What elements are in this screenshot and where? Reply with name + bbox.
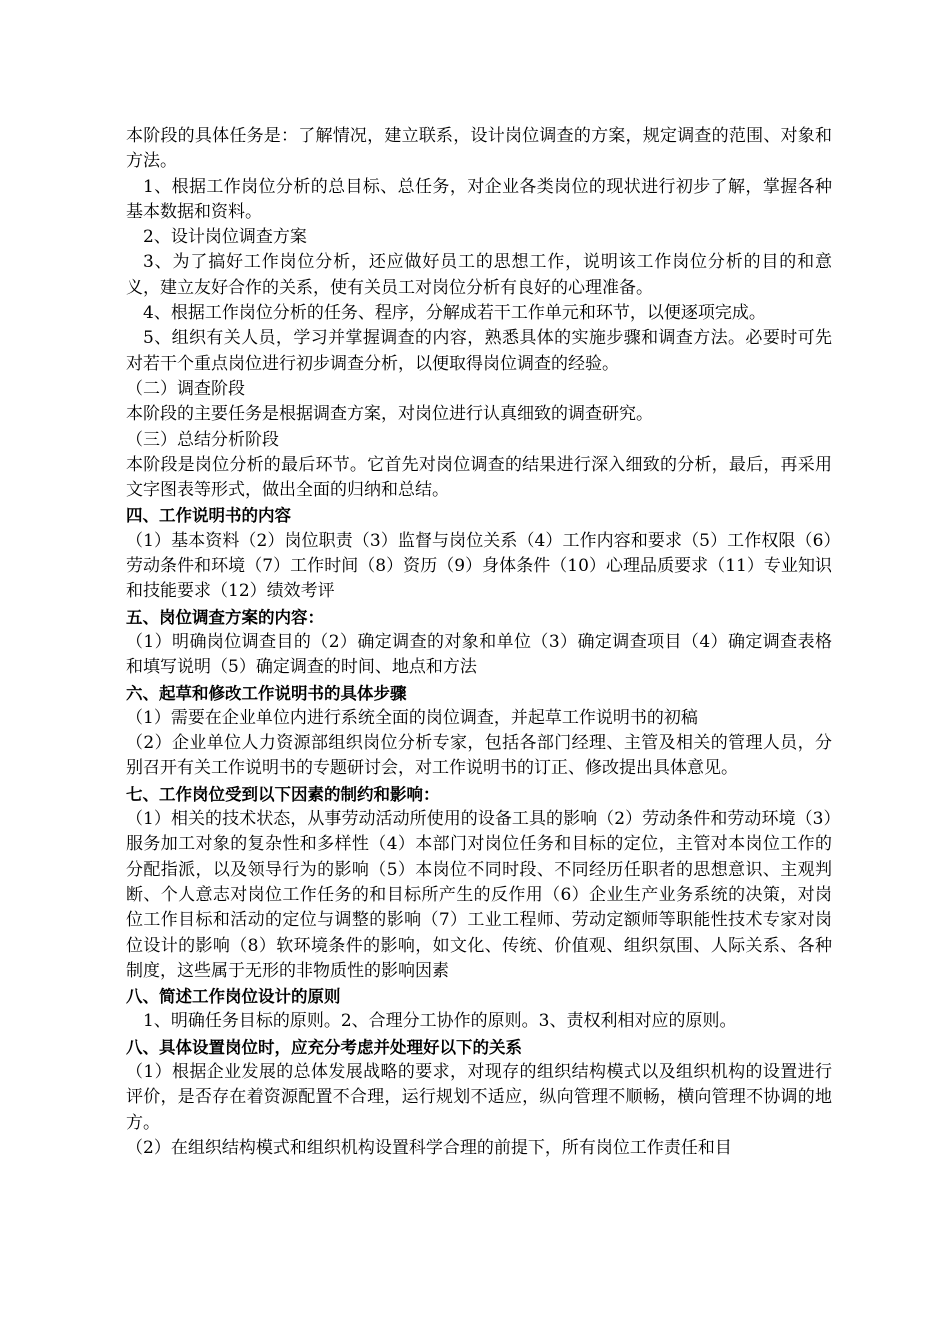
body-paragraph: （1）明确岗位调查目的（2）确定调查的对象和单位（3）确定调查项目（4）确定调查表格和填写说明（5）确定调查的时间、地点和方法 [126,631,832,678]
section-heading-5: 五、岗位调查方案的内容： [126,607,324,627]
body-paragraph: （2）在组织结构模式和组织机构设置科学合理的前提下，所有岗位工作责任和目 [126,1137,732,1158]
principles-paragraph: 1、明确任务目标的原则。2、合理分工协作的原则。3、责权利相对应的原则。 [143,1011,737,1032]
section-heading-4: 四、工作说明书的内容 [126,506,291,526]
section-heading-8a: 八、简述工作岗位设计的原则 [126,987,341,1007]
section-heading-6: 六、起草和修改工作说明书的具体步骤 [126,683,407,703]
step-3-paragraph: 3、为了搞好工作岗位分析，还应做好员工的思想工作，说明该工作岗位分析的目的和意义，建立友好合作的关系，使有关员工对岗位分析有良好的心理准备。 [126,252,832,298]
section-heading-8b: 八、具体设置岗位时，应充分考虑并处理好以下的关系 [126,1037,522,1057]
body-paragraph: 本阶段的主要任务是根据调查方案，对岗位进行认真细致的调查研究。 [126,404,653,425]
body-paragraph: （1）相关的技术状态，从事劳动活动所使用的设备工具的影响（2）劳动条件和劳动环境（3）服务加工对象的复杂性和多样性（4）本部门对岗位任务和目标的定位，主管对本岗位工作的分配指派，以及领导行为的影响（5）本岗位不同时段、不同经历任职者的思想意识、主观判断、个人意志对岗位工作任务的和目标所产生的反作用（6）企业生产业务系统的决策，对岗位工作目标和活动的定位与调整的影响（7）工业工程师、劳动定额师等职能性技术专家对岗位设计的影响（8）软环境条件的影响，如文化、传统、价值观、组织氛围、人际关系、各种制度，这些属于无形的非物质性的影响因素 [126,809,832,981]
step-5-paragraph: 5、组织有关人员，学习并掌握调查的内容，熟悉具体的实施步骤和调查方法。必要时可先对若干个重点岗位进行初步调查分析，以便取得岗位调查的经验。 [126,328,832,374]
step-2-paragraph: 2、设计岗位调查方案 [143,227,307,248]
subsection-title-summary: （三）总结分析阶段 [126,429,279,450]
document-page [126,124,832,1161]
body-paragraph: 本阶段是岗位分析的最后环节。它首先对岗位调查的结果进行深入细致的分析，最后，再采用文字图表等形式，做出全面的归纳和总结。 [126,454,832,501]
step-4-paragraph: 4、根据工作岗位分析的任务、程序，分解成若干工作单元和环节，以便逐项完成。 [143,303,766,324]
body-paragraph: （1）需要在企业单位内进行系统全面的岗位调查，并起草工作说明书的初稿 [126,707,698,728]
body-paragraph: 本阶段的具体任务是：了解情况，建立联系，设计岗位调查的方案，规定调查的范围、对象和方法。 [126,126,832,172]
section-heading-7: 七、工作岗位受到以下因素的制约和影响： [126,784,440,804]
body-paragraph: （2）企业单位人力资源部组织岗位分析专家，包括各部门经理、主管及相关的管理人员，分别召开有关工作说明书的专题研讨会，对工作说明书的订正、修改提出具体意见。 [126,733,832,779]
body-paragraph: （1）基本资料（2）岗位职责（3）监督与岗位关系（4）工作内容和要求（5）工作权限（6）劳动条件和环境（7）工作时间（8）资历（9）身体条件（10）心理品质要求（11）专业知识和技能要求（12）绩效考评 [126,530,832,602]
body-paragraph: （1）根据企业发展的总体发展战略的要求，对现存的组织结构模式以及组织机构的设置进行评价，是否存在着资源配置不合理，运行规划不适应，纵向管理不顺畅，横向管理不协调的地方。 [126,1061,832,1133]
step-1-paragraph: 1、根据工作岗位分析的总目标、总任务，对企业各类岗位的现状进行初步了解，掌握各种基本数据和资料。 [126,176,832,222]
subsection-title-survey: （二）调查阶段 [126,378,245,399]
